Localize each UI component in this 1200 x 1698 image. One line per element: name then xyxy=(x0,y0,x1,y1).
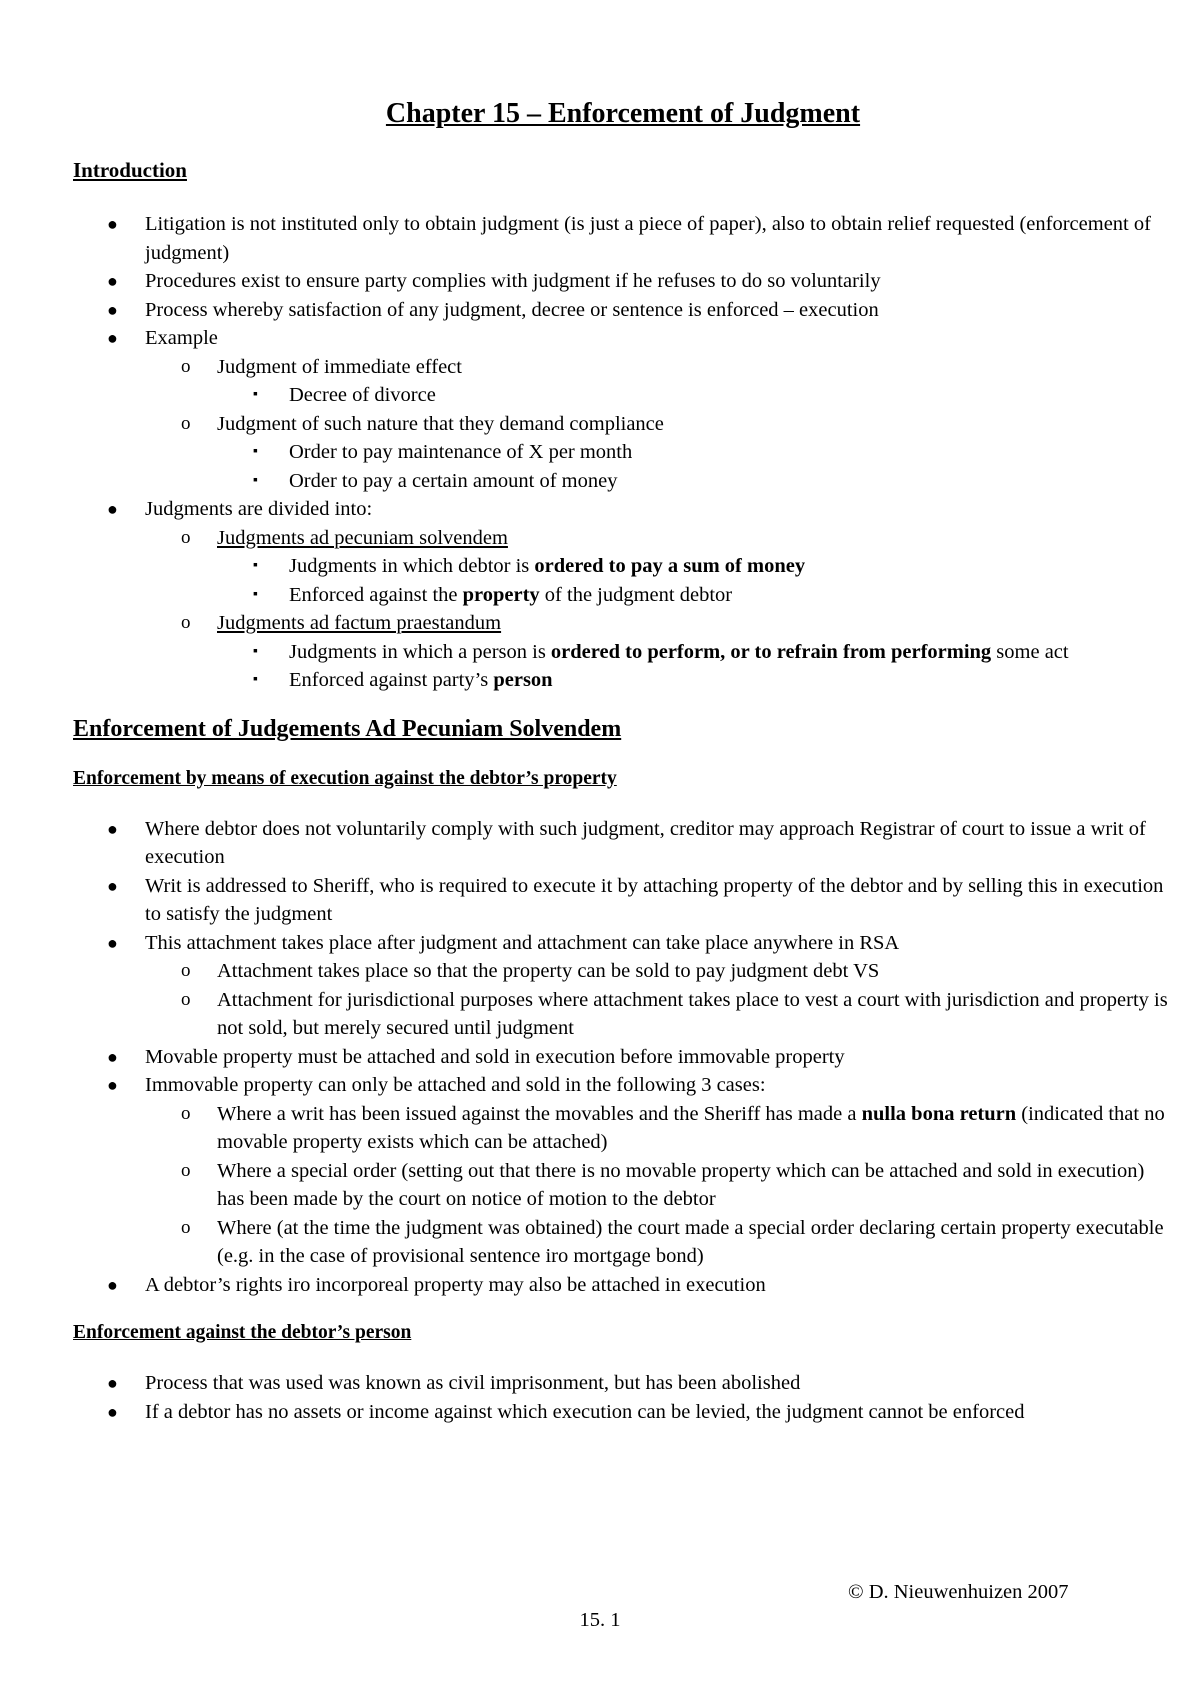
bullet-icon: ● xyxy=(107,932,118,953)
bullet-icon: ● xyxy=(107,499,118,519)
square-bullet-icon: ▪ xyxy=(253,472,258,488)
list-item: ● Where debtor does not voluntarily comply with such judgment, creditor may approach Registrar of court to issue a writ of execution xyxy=(73,815,1173,872)
list-item: o Judgment of such nature that they demand compliance ▪ Order to pay maintenance of X per month ▪ Order to pay a certain amount of money xyxy=(73,410,1173,496)
square-bullet-icon: ▪ xyxy=(253,643,258,659)
person-list xyxy=(73,1369,1173,1426)
list-item: ● Litigation is not instituted only to obtain judgment (is just a piece of paper), also to obtain relief requested (enforcement of judgment) xyxy=(73,210,1173,267)
list-item: ▪ Enforced against the property of the judgment debtor xyxy=(73,581,1173,610)
list-item: ● Judgments are divided into: o Judgments ad pecuniam solvendem ▪ Judgments in which debtor is ordered to pay a sum of money ▪ Enforced against the property of the judgment debtor o Judgments ad factum praestandum ▪ Judgments in which a person is ordered to perform, or to refrain from performing some act ▪ Enforced against party’s person xyxy=(73,495,1173,695)
bullet-icon: ● xyxy=(107,299,118,320)
list-item: o Attachment for jurisdictional purposes where attachment takes place to vest a court with jurisdiction and property is not sold, but merely secured until judgment xyxy=(73,986,1173,1043)
list-item: ● If a debtor has no assets or income against which execution can be levied, the judgment cannot be enforced xyxy=(73,1398,1173,1427)
circle-bullet-icon: o xyxy=(181,1159,191,1181)
bullet-icon: ● xyxy=(107,818,118,839)
circle-bullet-icon: o xyxy=(181,1216,191,1238)
property-heading: Enforcement by means of execution against the debtor’s property xyxy=(73,767,617,789)
bullet-icon: ● xyxy=(107,1401,118,1422)
page-number: 15. 1 xyxy=(579,1609,621,1631)
list-item: o Judgment of immediate effect ▪ Decree of divorce xyxy=(73,353,1173,410)
bullet-icon: ● xyxy=(107,1075,118,1095)
list-item: ● Immovable property can only be attached and sold in the following 3 cases: o Where a writ has been issued against the movables and the Sheriff has made a nulla bona return (indicated that no movable property exists which can be attached) o Where a special order (setting out that there is no movable property which can be attached and sold in execution) has been made by the court on notice of motion to the debtor o Where (at the time the judgment was obtained) the court made a special order declaring certain property executable (e.g. in the case of provisional sentence iro mortgage bond) xyxy=(73,1071,1173,1271)
square-bullet-icon: ▪ xyxy=(253,444,258,459)
list-item: ● Process whereby satisfaction of any judgment, decree or sentence is enforced – execution xyxy=(73,296,1173,325)
circle-bullet-icon: o xyxy=(181,355,191,377)
list-item: ▪ Judgments in which debtor is ordered to pay a sum of money xyxy=(73,552,1173,581)
list-item: ● Movable property must be attached and sold in execution before immovable property xyxy=(73,1043,1173,1072)
circle-bullet-icon: o xyxy=(181,612,191,633)
intro-list xyxy=(73,210,1173,695)
list-item: o Where (at the time the judgment was obtained) the court made a special order declaring certain property executable (e.g. in the case of provisional sentence iro mortgage bond) xyxy=(73,1214,1173,1271)
bullet-icon: ● xyxy=(107,271,118,291)
page-title: Chapter 15 – Enforcement of Judgment xyxy=(385,98,861,129)
circle-bullet-icon: o xyxy=(181,960,191,981)
circle-bullet-icon: o xyxy=(181,988,191,1010)
square-bullet-icon: ▪ xyxy=(253,558,258,573)
square-bullet-icon: ▪ xyxy=(253,672,258,687)
square-bullet-icon: ▪ xyxy=(253,586,258,602)
list-item: ● Example o Judgment of immediate effect ▪ Decree of divorce o Judgment of such nature that they demand compliance ▪ Order to pay maintenance of X per month ▪ Order to pay a certain amount of money xyxy=(73,324,1173,495)
list-item: ▪ Decree of divorce xyxy=(73,381,1173,410)
square-bullet-icon: ▪ xyxy=(253,387,258,402)
circle-bullet-icon: o xyxy=(181,526,191,548)
list-item: ● Writ is addressed to Sheriff, who is required to execute it by attaching property of the debtor and by selling this in execution to satisfy the judgment xyxy=(73,872,1173,929)
bullet-icon: ● xyxy=(107,875,118,896)
bullet-icon: ● xyxy=(107,1274,118,1295)
list-item: ▪ Order to pay a certain amount of money xyxy=(73,467,1173,496)
list-item: o Where a special order (setting out that there is no movable property which can be attached and sold in execution) has been made by the court on notice of motion to the debtor xyxy=(73,1157,1173,1214)
list-item: ● Process that was used was known as civil imprisonment, but has been abolished xyxy=(73,1369,1173,1398)
list-item: ▪ Enforced against party’s person xyxy=(73,666,1173,695)
list-item: o Judgments ad pecuniam solvendem ▪ Judgments in which debtor is ordered to pay a sum of money ▪ Enforced against the property of the judgment debtor xyxy=(73,524,1173,610)
list-item: ● Procedures exist to ensure party complies with judgment if he refuses to do so voluntarily xyxy=(73,267,1173,296)
circle-bullet-icon: o xyxy=(181,412,191,434)
bullet-icon: ● xyxy=(107,1373,118,1393)
circle-bullet-icon: o xyxy=(181,1102,191,1124)
bullet-icon: ● xyxy=(107,1046,118,1067)
list-item: o Attachment takes place so that the property can be sold to pay judgment debt VS xyxy=(73,957,1173,986)
list-item: o Judgments ad factum praestandum ▪ Judgments in which a person is ordered to perform, or to refrain from performing some act ▪ Enforced against party’s person xyxy=(73,609,1173,695)
bullet-icon: ● xyxy=(107,214,118,234)
property-list xyxy=(73,815,1173,1300)
person-heading: Enforcement against the debtor’s person xyxy=(73,1322,412,1343)
document-body xyxy=(73,96,1173,1426)
list-item: ▪ Judgments in which a person is ordered to perform, or to refrain from performing some act xyxy=(73,638,1173,667)
list-item: ● This attachment takes place after judgment and attachment can take place anywhere in RSA o Attachment takes place so that the property can be sold to pay judgment debt VS o Attachment for jurisdictional purposes where attachment takes place to vest a court with jurisdiction and property is not sold, but merely secured until judgment xyxy=(73,929,1173,1043)
section-heading: Enforcement of Judgements Ad Pecuniam Solvendem xyxy=(73,715,622,742)
list-item: ● A debtor’s rights iro incorporeal property may also be attached in execution xyxy=(73,1271,1173,1300)
list-item: o Where a writ has been issued against the movables and the Sheriff has made a nulla bona return (indicated that no movable property exists which can be attached) xyxy=(73,1100,1173,1157)
copyright-notice: © D. Nieuwenhuizen 2007 xyxy=(848,1581,1069,1603)
bullet-icon: ● xyxy=(107,328,118,348)
list-item: ▪ Order to pay maintenance of X per month xyxy=(73,438,1173,467)
intro-heading: Introduction xyxy=(73,158,187,182)
